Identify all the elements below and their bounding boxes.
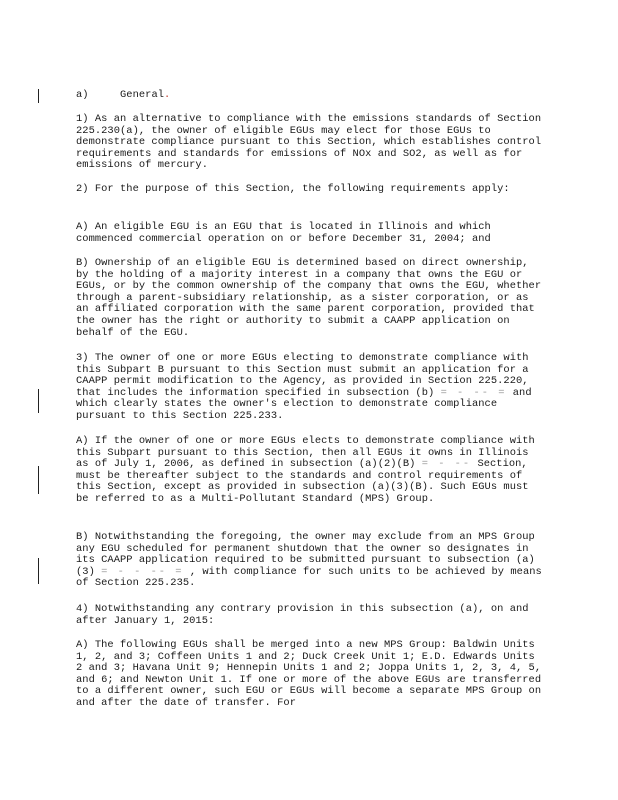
paragraph-text: A) An eligible EGU is an EGU that is located in Illinois and which commenced commercial operation on or before December 31, 2004; and <box>76 221 491 245</box>
deleted-text: = - -- <box>421 458 472 471</box>
paragraph-text: B) Notwithstanding the foregoing, the owner may exclude from an MPS Group any EGU scheduled for permanent shutdown that the owner so designates in its CAAPP application required to be submitted pursuant to subsection (a)(3) <box>76 531 535 578</box>
paragraph-2A <box>76 222 546 245</box>
paragraph-text: 3) The owner of one or more EGUs electing to demonstrate compliance with this Subpart B pursuant to this Section must submit an application for a CAAPP permit modification to the Agency, as provided in Section 225.220, that includes the information specified in subsection (b) <box>76 352 529 399</box>
paragraph-text: 1) As an alternative to compliance with the emissions standards of Section 225.230(a), the owner of eligible EGUs may elect for those EGUs to demonstrate compliance pursuant to this Section, which establishes control requirements and standards for emissions of NOx and SO2, as well as for emissions of mercury. <box>76 113 542 172</box>
paragraph-text: A) The following EGUs shall be merged into a new MPS Group: Baldwin Units 1, 2, and 3; Coffeen Units 1 and 2; Duck Creek Unit 1; E.D. Edwards Units 2 and 3; Havana Unit 9; Hennepin Units 1 and 2; Joppa Units 1, 2, 3, 4, 5, and 6; and Newton Unit 1. If one or more of the above EGUs are transferred to a different owner, such EGU or EGUs will become a separate MPS Group on and after the date of transfer. For <box>76 639 542 709</box>
paragraph-text: 4) Notwithstanding any contrary provision in this subsection (a), on and after January 1, 2015: <box>76 603 529 627</box>
deleted-text: = - -- = <box>440 386 507 399</box>
deleted-mark: . <box>164 89 171 101</box>
paragraph-text: , with compliance for such units to be achieved by means of Section 225.235. <box>76 565 542 590</box>
paragraph-4 <box>76 604 546 627</box>
change-bar <box>38 389 39 413</box>
change-bar <box>38 558 39 584</box>
paragraph-3 <box>76 353 546 423</box>
paragraph-1 <box>76 114 546 172</box>
paragraph-text: and which clearly states the owner's election to demonstrate compliance pursuant to this Section 225.233. <box>76 386 532 422</box>
paragraph-text: Section, must be thereafter subject to the standards and control requirements of this Section, except as provided in subsection (a)(3)(B). Such EGUs must be referred to as a Multi-Pollutant Standard (MPS) Group. <box>76 458 529 505</box>
paragraph-text: 2) For the purpose of this Section, the following requirements apply: <box>76 183 510 195</box>
change-bar <box>38 89 39 103</box>
section-title: General <box>120 89 165 101</box>
section-label: a) <box>76 89 89 101</box>
paragraph-text: A) If the owner of one or more EGUs elects to demonstrate compliance with this Subpart pursuant to this Section, then all EGUs it owns in Illinois as of July 1, 2006, as defined in subsection (a)(2)(B) <box>76 435 535 471</box>
paragraph-2B <box>76 258 546 339</box>
change-bar <box>38 466 39 494</box>
paragraph-3A <box>76 436 546 506</box>
paragraph-text: B) Ownership of an eligible EGU is determined based on direct ownership, by the holding of a majority interest in a company that owns the EGU or EGUs, or by the common ownership of the company that owns the EGU, whether through a parent-subsidiary relationship, as a sister corporation, or as an affiliated corporation with the same parent corporation, provided that the owner has the right or authority to submit a CAAPP application on behalf of the EGU. <box>76 257 542 339</box>
section-heading <box>76 90 546 102</box>
paragraph-2 <box>76 184 546 196</box>
paragraph-4A <box>76 640 546 710</box>
deleted-text: = - - -- = <box>101 565 184 578</box>
paragraph-3B <box>76 532 546 590</box>
